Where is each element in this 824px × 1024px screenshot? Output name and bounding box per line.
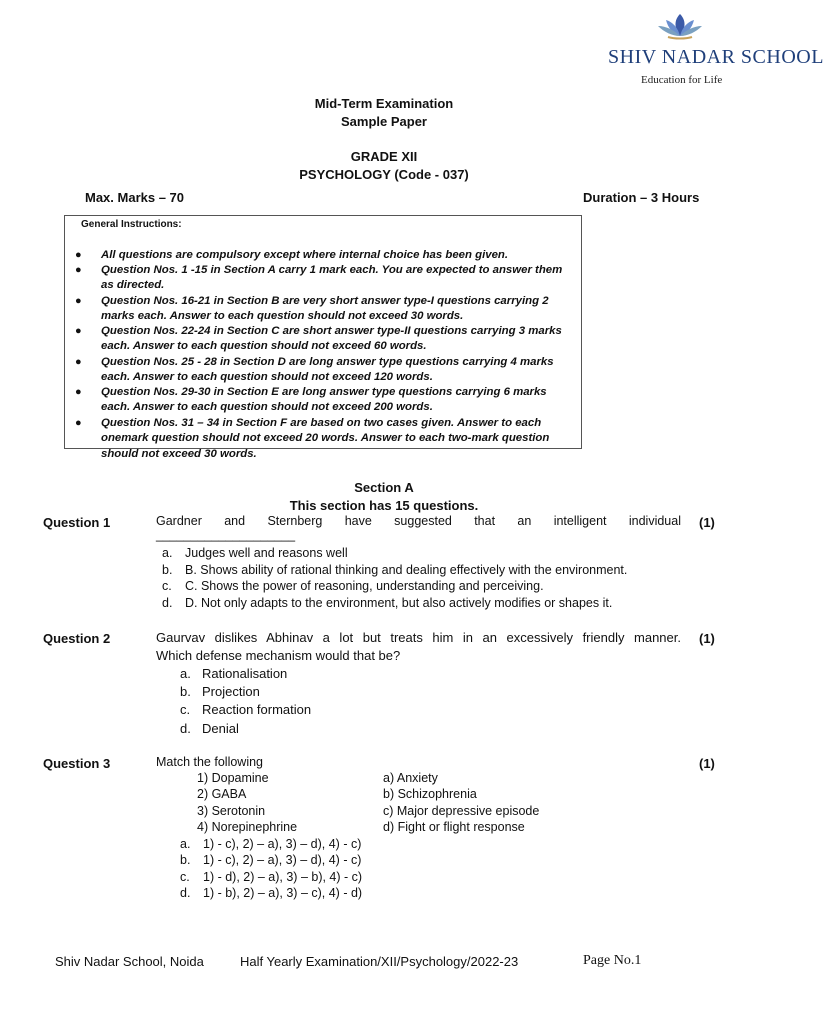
- option: b. B. Shows ability of rational thinking and dealing effectively with the environment.: [162, 562, 628, 577]
- option: d. D. Not only adapts to the environment, but also actively modifies or shapes it.: [162, 596, 613, 611]
- max-marks: Max. Marks – 70: [85, 190, 185, 205]
- match-right-item: c) Major depressive episode: [383, 803, 540, 818]
- question-2-marks: (1): [699, 631, 715, 646]
- bullet-icon: ●: [75, 356, 82, 368]
- match-right-item: d) Fight or flight response: [383, 819, 525, 834]
- option: a. Rationalisation: [180, 666, 288, 681]
- option: a. 1) - c), 2) – a), 3) – d), 4) - c): [180, 837, 362, 851]
- footer-page-number: Page No.1: [583, 953, 642, 968]
- grade: GRADE XII: [350, 149, 418, 164]
- option: d. Denial: [180, 720, 239, 736]
- question-2-options: [180, 666, 311, 739]
- duration: Duration – 3 Hours: [583, 190, 700, 205]
- option: b. 1) - c), 2) – a), 3) – d), 4) - c): [180, 853, 362, 868]
- paper-type: Sample Paper: [341, 114, 427, 129]
- bullet-icon: ●: [75, 295, 82, 307]
- subject: PSYCHOLOGY (Code - 037): [299, 167, 469, 182]
- question-2-text-cont: Which defense mechanism would that be?: [156, 648, 401, 663]
- option: a. Judges well and reasons well: [162, 546, 348, 560]
- school-logo: [606, 12, 824, 90]
- exam-title: Mid-Term Examination: [314, 96, 454, 111]
- bullet-icon: ●: [75, 249, 82, 261]
- question-3-label: Question 3: [43, 756, 111, 771]
- match-left-item: 2) GABA: [197, 787, 247, 802]
- question-1-label: Question 1: [43, 515, 111, 530]
- match-right-item: a) Anxiety: [383, 771, 438, 785]
- footer-exam-ref: Half Yearly Examination/XII/Psychology/2022-23: [240, 954, 519, 969]
- instructions-title: General Instructions:: [81, 219, 182, 230]
- question-2-label: Question 2: [43, 631, 111, 646]
- question-1-options: [162, 546, 627, 613]
- instruction-item: ● Question Nos. 16-21 in Section B are very short answer type-I questions carrying 2 marks each. Answer to each question should not exceed 30 words.: [75, 295, 549, 323]
- instruction-item: ● Question Nos. 25 - 28 in Section D are long answer type questions carrying 4 marks each. Answer to each question should not exceed 120 words.: [75, 356, 554, 384]
- school-name: SHIV NADAR SCHOOL: [608, 46, 824, 68]
- school-tagline: Education for Life: [641, 74, 723, 86]
- option: d. 1) - b), 2) – a), 3) – c), 4) - d): [180, 885, 363, 900]
- question-2-text: Gaurvav dislikes Abhinav a lot but treats him in an excessively friendly manner.: [156, 630, 681, 645]
- section-subtitle: This section has 15 questions.: [289, 498, 479, 513]
- instruction-item: ● Question Nos. 31 – 34 in Section F are based on two cases given. Answer to each onemark question should not exceed 20 words. Answer to each two-mark question should not exceed 30 words.: [75, 417, 550, 460]
- question-1-text: Gardner and Sternberg have suggested that an intelligent individual: [156, 514, 681, 528]
- instruction-item: ● Question Nos. 22-24 in Section C are short answer type-II questions carrying 3 marks each. Answer to each question should not exceed 60 words.: [75, 325, 562, 353]
- match-left-item: 3) Serotonin: [197, 803, 266, 818]
- question-3-text: Match the following: [156, 755, 264, 769]
- question-3-marks: (1): [699, 756, 715, 771]
- match-left-item: 4) Norepinephrine: [197, 819, 298, 834]
- match-left-column: [197, 771, 297, 836]
- bullet-icon: ●: [75, 325, 82, 337]
- question-3-options: [180, 837, 362, 902]
- match-left-item: 1) Dopamine: [197, 771, 269, 785]
- match-right-item: b) Schizophrenia: [383, 787, 477, 802]
- instruction-item: ● Question Nos. 29-30 in Section E are long answer type questions carrying 6 marks each. Answer to each question should not exceed 200 words.: [75, 386, 547, 414]
- bullet-icon: ●: [75, 386, 82, 398]
- instruction-item: ● All questions are compulsory except where internal choice has been given.: [75, 248, 573, 263]
- bullet-icon: ●: [75, 417, 82, 429]
- general-instructions-box: [64, 215, 582, 460]
- section-title: Section A: [354, 480, 414, 495]
- footer-school: Shiv Nadar School, Noida: [55, 954, 204, 969]
- match-right-column: [383, 771, 539, 836]
- option: b. Projection: [180, 684, 260, 700]
- option: c. Reaction formation: [180, 702, 312, 718]
- lotus-icon: [656, 12, 704, 40]
- option: c. 1) - d), 2) – a), 3) – b), 4) - c): [180, 869, 363, 884]
- bullet-icon: ●: [75, 264, 82, 276]
- instruction-item: ● Question Nos. 1 -15 in Section A carry 1 mark each. You are expected to answer them as directed.: [75, 264, 563, 292]
- question-1-blank: ____________________: [156, 528, 296, 542]
- option: c. C. Shows the power of reasoning, understanding and perceiving.: [162, 579, 544, 594]
- question-1-marks: (1): [699, 515, 715, 530]
